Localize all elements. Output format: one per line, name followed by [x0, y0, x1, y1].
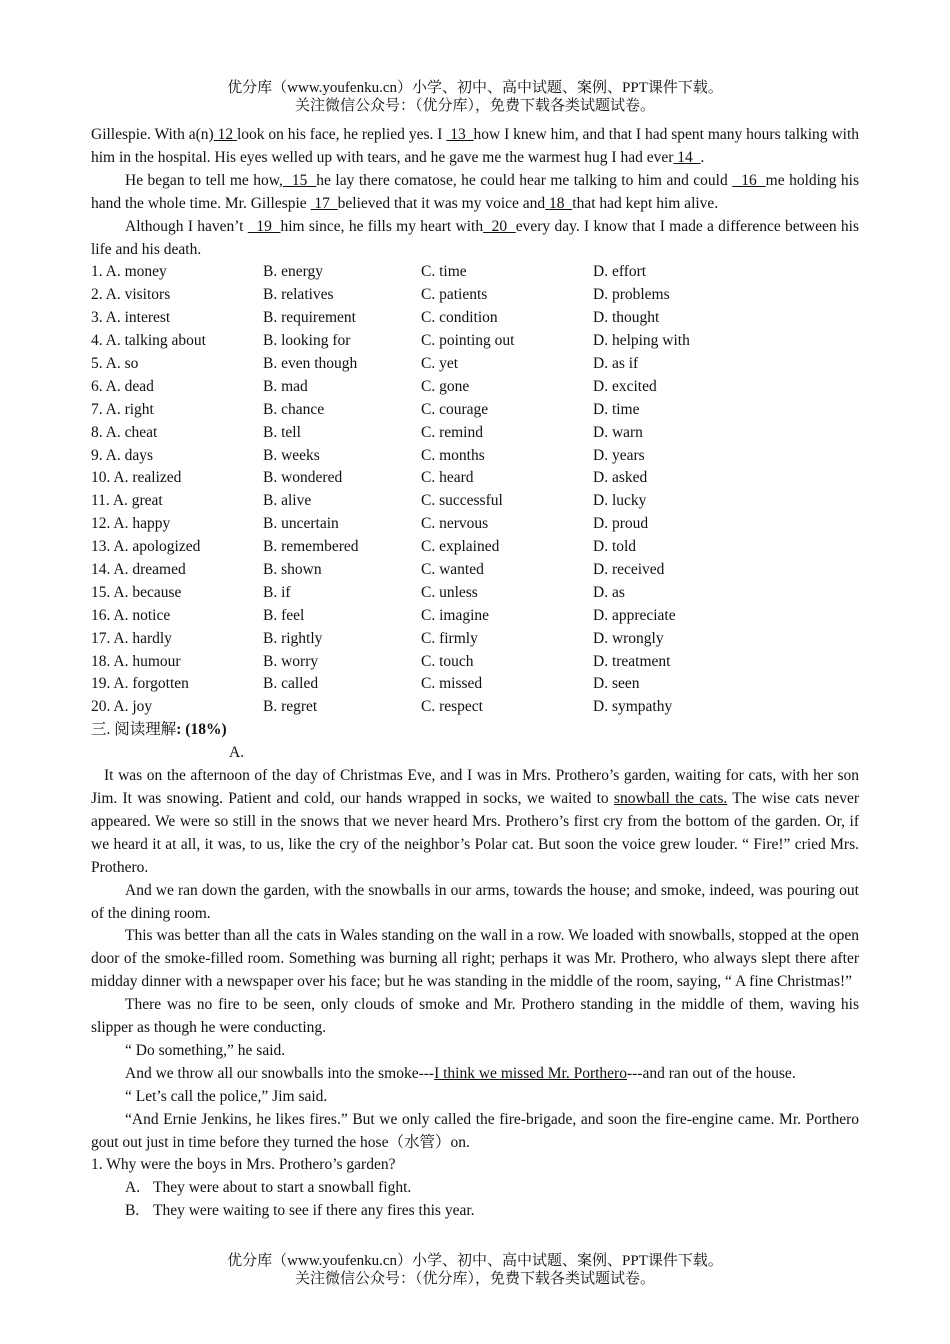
option-12-c[interactable]: C. nervous	[421, 515, 489, 533]
blank-13: 13	[446, 126, 474, 143]
page-header-line1: 优分库（www.youfenku.cn）小学、初中、高中试题、案例、PPT课件下载。	[227, 80, 723, 96]
option-20-d[interactable]: D. sympathy	[593, 698, 673, 716]
reading-section-heading	[91, 719, 859, 742]
option-17-a[interactable]: 17. A. hardly	[91, 629, 172, 647]
option-text: They were waiting to see if there any fires this year.	[153, 1202, 475, 1220]
question-1-option-b[interactable]	[91, 1200, 859, 1223]
section-score: : (18%)	[176, 721, 227, 739]
blank-15: 15	[282, 171, 317, 189]
option-13-a[interactable]: 13. A. apologized	[91, 538, 201, 556]
reading-paragraph-5: “ Do something,” he said.	[125, 1041, 286, 1059]
option-row-15	[91, 582, 859, 605]
option-row-11	[91, 490, 859, 513]
option-15-d[interactable]: D. as	[593, 583, 625, 601]
document-body	[91, 124, 859, 1223]
text-run: Although I haven’t	[125, 217, 248, 235]
option-6-b[interactable]: B. mad	[263, 377, 308, 395]
option-13-c[interactable]: C. explained	[421, 538, 500, 556]
option-row-18	[91, 651, 859, 674]
option-16-d[interactable]: D. appreciate	[593, 606, 676, 624]
option-5-b[interactable]: B. even though	[263, 355, 358, 372]
option-13-d[interactable]: D. told	[593, 538, 637, 556]
option-18-c[interactable]: C. touch	[421, 652, 474, 670]
option-row-2	[91, 284, 859, 307]
option-6-c[interactable]: C. gone	[421, 377, 470, 395]
reading-paragraph-7: “ Let’s call the police,” Jim said.	[125, 1087, 328, 1105]
option-7-d[interactable]: D. time	[593, 400, 640, 418]
section-title: 三. 阅读理解	[91, 721, 177, 739]
option-19-b[interactable]: B. called	[263, 675, 319, 693]
option-17-d[interactable]: D. wrongly	[593, 629, 664, 647]
reading-paragraph-6	[91, 1063, 859, 1086]
text-run: ---and ran out of the house.	[626, 1064, 796, 1082]
option-row-20	[91, 696, 859, 719]
option-11-b[interactable]: B. alive	[263, 492, 312, 510]
option-row-10	[91, 467, 859, 490]
underlined-phrase: snowball the cats.	[613, 789, 728, 807]
option-5-c[interactable]: C. yet	[421, 355, 459, 372]
option-row-6	[91, 376, 859, 399]
option-12-b[interactable]: B. uncertain	[263, 515, 339, 533]
option-1-b[interactable]: B. energy	[263, 263, 323, 281]
option-row-12	[91, 513, 859, 536]
option-row-4	[91, 330, 859, 353]
page-footer-line1: 优分库（www.youfenku.cn）小学、初中、高中试题、案例、PPT课件下载。	[227, 1253, 723, 1269]
option-6-a[interactable]: 6. A. dead	[91, 377, 154, 395]
option-2-c[interactable]: C. patients	[421, 286, 488, 304]
option-10-a[interactable]: 10. A. realized	[91, 469, 182, 487]
option-row-13	[91, 536, 859, 559]
option-row-9	[91, 445, 859, 468]
option-5-a[interactable]: 5. A. so	[91, 355, 139, 372]
text-run: how I knew him, and that I had spent many hours talking with him in the hospital. His eyes welled up with tears, and he gave me the warmest hug I had ever	[91, 126, 860, 166]
option-1-a[interactable]: 1. A. money	[91, 263, 167, 281]
option-10-b[interactable]: B. wondered	[263, 469, 343, 487]
option-9-d[interactable]: D. years	[593, 446, 645, 464]
option-row-1	[91, 261, 859, 284]
option-row-16	[91, 605, 859, 628]
option-9-c[interactable]: C. months	[421, 446, 485, 464]
option-14-a[interactable]: 14. A. dreamed	[91, 561, 186, 579]
text-run: him since, he fills my heart with	[280, 217, 484, 235]
option-19-a[interactable]: 19. A. forgotten	[91, 675, 189, 693]
reading-paragraph-8: “And Ernie Jenkins, he likes fires.” But we only called the fire-brigade, and soon the fire-engine came. Mr. Porthero gout out just in time before they turned the hose（水管）on.	[91, 1110, 859, 1151]
text-run: he lay there comatose, he could hear me talking to him and could	[316, 171, 733, 189]
reading-paragraph-3: This was better than all the cats in Wales standing on the wall in a row. We loaded with snowballs, stopped at the open door of the smoke-filled room. Something was burning all right; perhaps it was Mr. Prothero, who always slept there after midday dinner with a newspaper over his face; but he was standing in the middle of the room, saying, “ A fine Christmas!”	[91, 927, 859, 991]
option-7-a[interactable]: 7. A. right	[91, 400, 154, 418]
cloze-options-table	[91, 261, 859, 719]
option-row-7	[91, 399, 859, 422]
option-1-c[interactable]: C. time	[421, 263, 467, 281]
option-3-a[interactable]: 3. A. interest	[91, 309, 171, 327]
question-1-option-a[interactable]	[91, 1177, 859, 1200]
option-row-5	[91, 353, 859, 376]
option-11-c[interactable]: C. successful	[421, 492, 503, 510]
option-3-b[interactable]: B. requirement	[263, 309, 356, 327]
option-11-a[interactable]: 11. A. great	[91, 492, 163, 510]
text-run: And we throw all our snowballs into the smoke---	[125, 1064, 435, 1082]
option-20-c[interactable]: C. respect	[421, 698, 483, 716]
option-20-a[interactable]: 20. A. joy	[91, 698, 153, 716]
option-16-a[interactable]: 16. A. notice	[91, 606, 171, 624]
option-5-d[interactable]: D. as if	[593, 355, 639, 372]
page-header-line2: 关注微信公众号：（优分库），免费下载各类试题试卷。	[294, 98, 655, 114]
option-4-b[interactable]: B. looking for	[263, 332, 351, 350]
option-9-b[interactable]: B. weeks	[263, 446, 320, 464]
blank-17: 17	[310, 194, 338, 212]
option-11-d[interactable]: D. lucky	[593, 492, 647, 510]
reading-paragraph-4: There was no fire to be seen, only clouds of smoke and Mr. Prothero standing in the middle of them, waving his slipper as though he were conducting.	[91, 996, 859, 1037]
text-run: It was on the afternoon of the day of Christmas Eve, and I was in Mrs. Prothero’s garden, waiting for cats, with her son Jim. It was snowing. Patient and cold, our hands wrapped in socks, we waited to	[91, 767, 859, 807]
option-12-d[interactable]: D. proud	[593, 515, 649, 533]
option-14-b[interactable]: B. shown	[263, 561, 322, 579]
cloze-paragraph-1	[91, 124, 859, 170]
option-text: They were about to start a snowball fight.	[153, 1179, 412, 1197]
page-footer-line2: 关注微信公众号：（优分库），免费下载各类试题试卷。	[294, 1271, 655, 1287]
option-19-d[interactable]: D. seen	[593, 675, 640, 693]
option-row-19	[91, 673, 859, 696]
option-16-c[interactable]: C. imagine	[421, 606, 490, 624]
cloze-paragraph-2	[91, 170, 859, 216]
option-6-d[interactable]: D. excited	[593, 377, 657, 395]
option-8-d[interactable]: D. warn	[593, 423, 643, 441]
option-14-d[interactable]: D. received	[593, 561, 665, 579]
option-3-d[interactable]: D. thought	[593, 309, 660, 327]
text-run: that had kept him alive.	[572, 194, 719, 212]
option-10-c[interactable]: C. heard	[421, 469, 474, 487]
option-15-a[interactable]: 15. A. because	[91, 583, 182, 601]
blank-18: 18	[545, 194, 573, 212]
option-15-c[interactable]: C. unless	[421, 583, 478, 601]
text-run: Gillespie. With a(n)	[91, 126, 214, 143]
reading-paragraph-2: And we ran down the garden, with the snowballs in our arms, towards the house; and smoke, indeed, was pouring out of the dining room.	[91, 881, 859, 922]
option-row-3	[91, 307, 859, 330]
option-1-d[interactable]: D. effort	[593, 263, 647, 281]
option-18-a[interactable]: 18. A. humour	[91, 652, 181, 670]
reading-paragraph-1	[91, 765, 859, 880]
option-7-b[interactable]: B. chance	[263, 400, 325, 418]
option-letter: A.	[125, 1179, 141, 1197]
blank-16: 16	[732, 171, 766, 189]
text-run: He began to tell me how,	[125, 171, 283, 189]
option-18-b[interactable]: B. worry	[263, 652, 319, 670]
option-9-a[interactable]: 9. A. days	[91, 446, 153, 464]
option-row-17	[91, 628, 859, 651]
option-17-b[interactable]: B. rightly	[263, 629, 323, 647]
option-15-b[interactable]: B. if	[263, 583, 291, 601]
option-8-b[interactable]: B. tell	[263, 423, 301, 441]
blank-19: 19	[247, 217, 281, 235]
cloze-paragraph-3	[91, 216, 859, 262]
blank-20: 20	[483, 217, 516, 235]
option-row-8	[91, 422, 859, 445]
option-4-a[interactable]: 4. A. talking about	[91, 332, 206, 350]
passage-label: A.	[229, 744, 245, 762]
option-8-c[interactable]: C. remind	[421, 423, 483, 441]
option-20-b[interactable]: B. regret	[263, 698, 318, 716]
option-7-c[interactable]: C. courage	[421, 400, 489, 418]
option-2-d[interactable]: D. problems	[593, 286, 670, 304]
option-2-a[interactable]: 2. A. visitors	[91, 286, 171, 304]
option-4-d[interactable]: D. helping with	[593, 332, 690, 350]
option-4-c[interactable]: C. pointing out	[421, 332, 515, 350]
text-run: believed that it was my voice and	[337, 194, 546, 212]
underlined-phrase: I think we missed Mr. Porthero	[434, 1064, 627, 1082]
blank-12: 12	[213, 126, 237, 143]
question-1-stem: 1. Why were the boys in Mrs. Prothero’s garden?	[91, 1156, 396, 1174]
option-17-c[interactable]: C. firmly	[421, 629, 478, 647]
blank-14: 14	[673, 148, 701, 166]
option-14-c[interactable]: C. wanted	[421, 561, 484, 579]
text-run: .	[700, 148, 705, 166]
option-2-b[interactable]: B. relatives	[263, 286, 334, 304]
option-12-a[interactable]: 12. A. happy	[91, 515, 171, 533]
text-run: every day. I know that I made a difference between his life and his death.	[91, 217, 860, 258]
option-8-a[interactable]: 8. A. cheat	[91, 423, 158, 441]
text-run: look on his face, he replied yes. I	[236, 126, 447, 143]
option-16-b[interactable]: B. feel	[263, 606, 305, 624]
option-letter: B.	[125, 1202, 140, 1220]
option-13-b[interactable]: B. remembered	[263, 538, 359, 556]
option-3-c[interactable]: C. condition	[421, 309, 498, 327]
text-run: me holding his hand the whole time. Mr. Gillespie	[91, 171, 860, 212]
option-19-c[interactable]: C. missed	[421, 675, 483, 693]
option-18-d[interactable]: D. treatment	[593, 652, 671, 670]
text-run: The wise cats never appeared. We were so still in the snows that we never heard Mrs. Prothero’s first cry from the bottom of the garden. Or, if we heard it at all, it was, to us, like the cry of the neighbor’s Polar cat. But soon the voice grew louder. “ Fire!” cried Mrs. Prothero.	[91, 789, 860, 876]
option-row-14	[91, 559, 859, 582]
option-10-d[interactable]: D. asked	[593, 469, 648, 487]
